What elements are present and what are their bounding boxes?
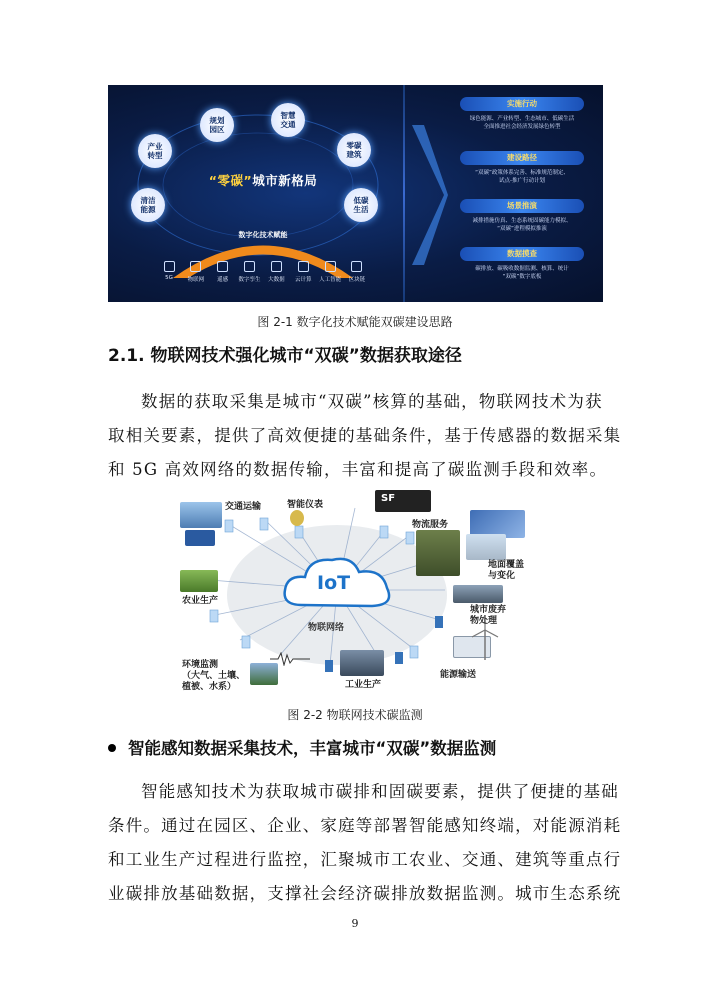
chevron-right-icon	[408, 125, 448, 265]
node-clean-energy: 清洁 能源	[131, 188, 165, 222]
data-icon	[271, 261, 282, 272]
label-energy: 能源输送	[440, 670, 477, 680]
label-traffic: 交通运输	[225, 502, 262, 512]
farm-image	[180, 570, 218, 592]
figure-digital-carbon-strategy	[108, 85, 603, 302]
train-image	[185, 530, 215, 546]
section-paragraph: 数据的获取采集是城市“双碳”核算的基础，物联网技术为获 取相关要素，提供了高效便捷的基础条件，基于传感器的数据采集 和 5G 高效网络的数据传输，丰富和提高了碳监测手段和效率。	[108, 392, 622, 479]
node-smart-traffic: 智慧 交通	[271, 103, 305, 137]
node-industry-transform: 产业 转型	[138, 134, 172, 168]
cloud-icon	[298, 261, 309, 272]
airplane-image	[180, 502, 222, 528]
tech-digital-twin: 数字孪生	[239, 261, 261, 291]
node-planning-park: 规划 园区	[200, 108, 234, 142]
label-land-cover: 地面覆盖 与变化	[488, 560, 525, 581]
label-agriculture: 农业生产	[182, 596, 219, 606]
step-scenario: 场景推演 减排措施仿真、生态系统固碳能力模拟、 “双碳”进程模拟推演	[448, 199, 596, 233]
tech-5g: 5G	[158, 261, 180, 291]
tech-ai: 人工智能	[319, 261, 341, 291]
figure2-caption: 图 2-2 物联网技术碳监测	[287, 708, 423, 722]
label-environment: 环境监测 （大气、土壤、 植被、水系）	[182, 660, 246, 692]
chain-icon	[351, 261, 362, 272]
node-zero-carbon-building: 零碳 建筑	[337, 133, 371, 167]
iot-label: IoT	[317, 572, 351, 594]
title-highlight: “零碳”	[208, 173, 253, 188]
subsection-paragraph: 智能感知技术为获取城市碳排和固碳要素，提供了便捷的基础 条件。通过在园区、企业、家庭等部署智能感知终端，对能源消耗 和工业生产过程进行监控，汇聚城市工农业、交通、建筑等重点行 业碳排放基础数据，支撑社会经济碳排放数据监测。城市生态系统	[108, 782, 622, 903]
forest-image	[416, 530, 460, 576]
tech-cloud: 云计算	[292, 261, 314, 291]
tech-row	[158, 261, 368, 291]
label-waste: 城市废弃 物处理	[470, 605, 507, 626]
step-path: 建设路径 “双碳”政策体系完善、标准规范制定、 试点-推广行动计划	[448, 151, 596, 185]
label-logistics: 物流服务	[412, 520, 449, 530]
page-number: 9	[351, 917, 359, 930]
env-station-image	[250, 663, 278, 685]
waste-plant-image	[453, 585, 503, 603]
label-industry: 工业生产	[345, 680, 382, 690]
title-rest: 城市新格局	[252, 173, 318, 188]
tech-iot: 物联网	[185, 261, 207, 291]
figure1-title	[188, 171, 338, 189]
meter-image	[290, 510, 304, 526]
factory-image	[340, 650, 384, 676]
section-heading: 2.1. 物联网技术强化城市“双碳”数据获取途径	[108, 346, 462, 366]
label-meter: 智能仪表	[287, 500, 324, 510]
signal-icon	[164, 261, 175, 272]
truck-image	[375, 490, 431, 512]
arc-label: 数字化技术赋能	[238, 231, 288, 239]
satellite-icon	[217, 261, 228, 272]
step-data-survey: 数据摸查 碳排放、碳吸收数据监测、核算、统计 “双碳”数字底板	[448, 247, 596, 281]
tech-blockchain: 区块链	[346, 261, 368, 291]
node-low-carbon-life: 低碳 生活	[344, 188, 378, 222]
drone-image	[466, 534, 506, 560]
tech-remote-sensing: 遥感	[212, 261, 234, 291]
bulb-icon	[325, 261, 336, 272]
truck-logo: SF	[381, 493, 396, 504]
tech-big-data: 大数据	[265, 261, 287, 291]
figure-iot-carbon-monitoring	[170, 490, 540, 700]
waveform-icon	[270, 652, 310, 666]
figure1-caption: 图 2-1 数字化技术赋能双碳建设思路	[257, 315, 453, 329]
bullet-icon	[108, 744, 116, 752]
subsection-heading: 智能感知数据采集技术，丰富城市“双碳”数据监测	[108, 735, 496, 759]
twin-icon	[244, 261, 255, 272]
network-icon	[190, 261, 201, 272]
step-implementation: 实施行动 绿色能源、产业转型、生态城市、低碳生活 全面推进社会经济发展绿色转型	[448, 97, 596, 131]
divider-line	[403, 85, 405, 302]
iot-network-label: 物联网络	[308, 623, 345, 633]
